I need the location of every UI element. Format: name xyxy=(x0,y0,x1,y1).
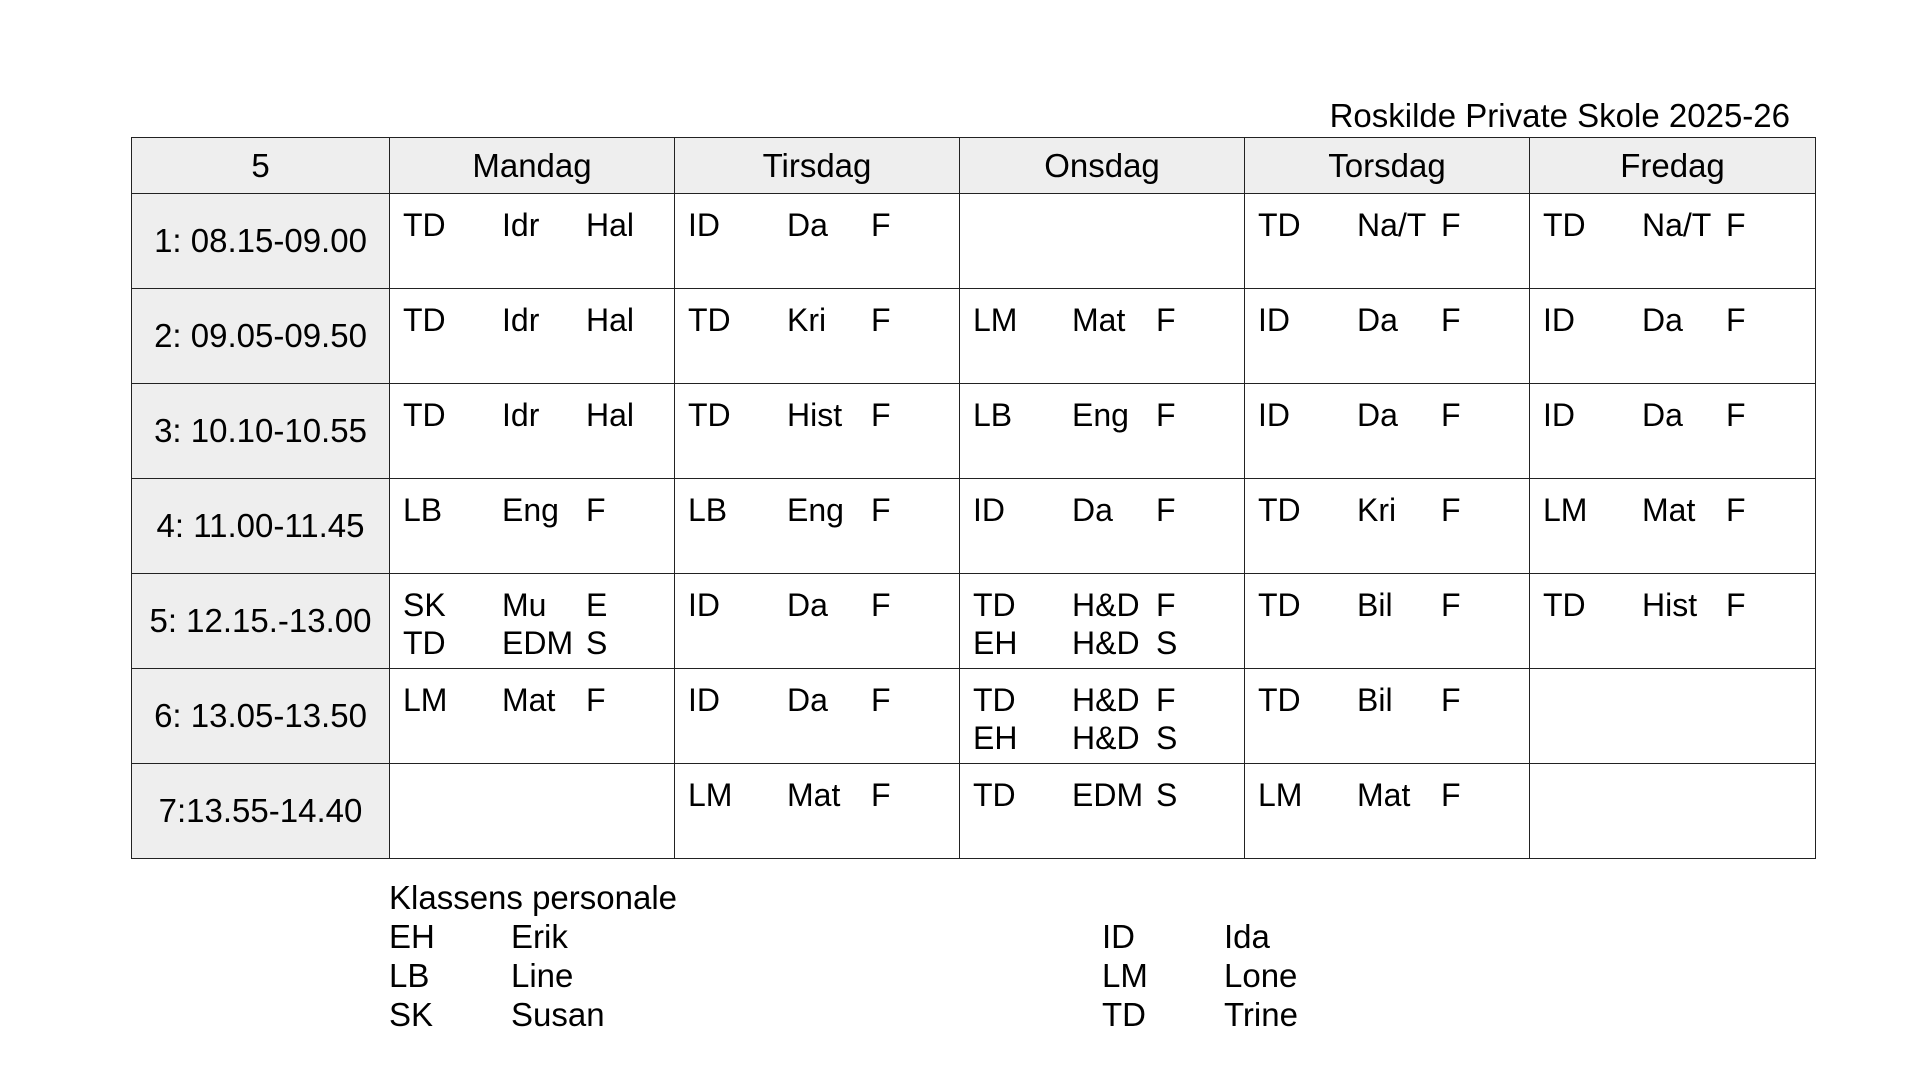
schedule-cell xyxy=(390,194,675,289)
schedule-cell xyxy=(1530,574,1816,669)
day-header-mandag: Mandag xyxy=(390,138,675,194)
schedule-cell xyxy=(390,384,675,479)
lesson-room: F xyxy=(1441,302,1461,338)
lesson-entry xyxy=(1245,491,1529,529)
staff-code: EH xyxy=(389,918,435,955)
lesson-teacher: LB xyxy=(973,397,1013,433)
lesson-entry xyxy=(390,681,674,719)
schedule-cell xyxy=(390,289,675,384)
lesson-teacher: TD xyxy=(403,397,446,433)
lesson-entry xyxy=(1530,491,1815,529)
lesson-subject: Da xyxy=(1642,397,1683,433)
staff-row xyxy=(389,917,677,956)
lesson-room: S xyxy=(1156,720,1178,756)
day-header-tirsdag: Tirsdag xyxy=(675,138,960,194)
lesson-entry xyxy=(390,206,674,244)
lesson-subject: Na/T xyxy=(1357,207,1427,243)
lesson-subject: Idr xyxy=(502,397,540,433)
schedule-cell xyxy=(1530,669,1816,764)
lesson-subject: Eng xyxy=(1072,397,1129,433)
lesson-teacher: TD xyxy=(973,777,1016,813)
lesson-teacher: ID xyxy=(1258,302,1290,338)
day-header-onsdag: Onsdag xyxy=(960,138,1245,194)
lesson-teacher: TD xyxy=(1543,587,1586,623)
lesson-teacher: ID xyxy=(688,682,720,718)
staff-code: SK xyxy=(389,996,434,1033)
staff-list-left xyxy=(389,878,677,1034)
lesson-entry xyxy=(1530,586,1815,624)
staff-name: Trine xyxy=(1224,996,1298,1033)
lesson-room: F xyxy=(871,397,891,433)
lesson-room: F xyxy=(871,302,891,338)
lesson-teacher: TD xyxy=(688,397,731,433)
school-title: Roskilde Private Skole 2025-26 xyxy=(1329,97,1790,134)
period-row xyxy=(132,289,1816,384)
lesson-room: F xyxy=(1441,492,1461,528)
lesson-subject: H&D xyxy=(1072,682,1140,718)
period-label: 4: 11.00-11.45 xyxy=(132,479,390,574)
lesson-room: F xyxy=(1726,587,1746,623)
lesson-teacher: ID xyxy=(973,492,1005,528)
schedule-cell xyxy=(1245,289,1530,384)
lesson-room: F xyxy=(1441,207,1461,243)
lesson-teacher: TD xyxy=(1258,587,1301,623)
lesson-subject: H&D xyxy=(1072,625,1140,661)
lesson-room: Hal xyxy=(586,207,635,243)
lesson-teacher: TD xyxy=(403,625,446,661)
staff-code: LB xyxy=(389,957,430,994)
lesson-teacher: LM xyxy=(973,302,1018,338)
lesson-entry xyxy=(1245,776,1529,814)
lesson-subject: Na/T xyxy=(1642,207,1712,243)
schedule-cell xyxy=(960,194,1245,289)
lesson-teacher: TD xyxy=(403,302,446,338)
lesson-room: F xyxy=(871,207,891,243)
lesson-entry xyxy=(390,301,674,339)
lesson-entry xyxy=(960,396,1244,434)
lesson-subject: Da xyxy=(787,207,828,243)
lesson-room: S xyxy=(1156,625,1178,661)
lesson-entry xyxy=(675,396,959,434)
lesson-entry xyxy=(390,396,674,434)
lesson-subject: Da xyxy=(1357,302,1398,338)
period-row xyxy=(132,669,1816,764)
lesson-teacher: EH xyxy=(973,625,1018,661)
lesson-room: F xyxy=(871,492,891,528)
period-row xyxy=(132,384,1816,479)
schedule-cell xyxy=(1245,669,1530,764)
period-row xyxy=(132,194,1816,289)
lesson-room: F xyxy=(1156,397,1176,433)
lesson-entry xyxy=(675,206,959,244)
schedule-cell xyxy=(1245,764,1530,859)
schedule-cell xyxy=(675,669,960,764)
lesson-entry xyxy=(1530,206,1815,244)
lesson-room: F xyxy=(871,682,891,718)
schedule-cell xyxy=(960,384,1245,479)
schedule-cell xyxy=(1245,384,1530,479)
lesson-teacher: LM xyxy=(688,777,733,813)
lesson-subject: Kri xyxy=(787,302,827,338)
lesson-teacher: ID xyxy=(1543,302,1575,338)
staff-row xyxy=(389,995,677,1034)
lesson-subject: Da xyxy=(787,682,828,718)
lesson-room: F xyxy=(871,587,891,623)
lesson-entry xyxy=(1245,301,1529,339)
lesson-subject: Eng xyxy=(502,492,559,528)
staff-code: ID xyxy=(1102,918,1135,955)
schedule-body xyxy=(132,194,1816,859)
lesson-room: F xyxy=(1156,492,1176,528)
lesson-subject: Idr xyxy=(502,302,540,338)
lesson-subject: Da xyxy=(787,587,828,623)
schedule-cell xyxy=(960,764,1245,859)
staff-list-right xyxy=(1102,917,1298,1034)
lesson-entry xyxy=(960,776,1244,814)
lesson-entry xyxy=(960,719,1244,757)
lesson-subject: Eng xyxy=(787,492,844,528)
lesson-room: F xyxy=(1441,587,1461,623)
lesson-subject: Mat xyxy=(1072,302,1126,338)
lesson-room: F xyxy=(1156,302,1176,338)
schedule-table xyxy=(131,137,1816,859)
schedule-cell xyxy=(675,574,960,669)
header-row xyxy=(132,138,1816,194)
schedule-cell xyxy=(1245,574,1530,669)
schedule-cell xyxy=(675,764,960,859)
lesson-teacher: TD xyxy=(1258,682,1301,718)
lesson-entry xyxy=(960,491,1244,529)
lesson-teacher: TD xyxy=(403,207,446,243)
lesson-teacher: SK xyxy=(403,587,446,623)
period-label: 2: 09.05-09.50 xyxy=(132,289,390,384)
staff-code: TD xyxy=(1102,996,1146,1033)
schedule-cell xyxy=(1245,479,1530,574)
lesson-teacher: ID xyxy=(1258,397,1290,433)
schedule-cell xyxy=(1530,194,1816,289)
lesson-entry xyxy=(390,586,674,624)
schedule-cell xyxy=(675,194,960,289)
lesson-subject: Mat xyxy=(787,777,841,813)
period-label: 5: 12.15.-13.00 xyxy=(132,574,390,669)
lesson-subject: Hist xyxy=(1642,587,1698,623)
lesson-subject: Mat xyxy=(1357,777,1411,813)
schedule-cell xyxy=(390,479,675,574)
lesson-teacher: ID xyxy=(1543,397,1575,433)
lesson-teacher: LM xyxy=(1258,777,1303,813)
schedule-cell xyxy=(1530,289,1816,384)
lesson-room: F xyxy=(586,492,606,528)
lesson-entry xyxy=(1245,396,1529,434)
lesson-subject: EDM xyxy=(502,625,574,661)
lesson-subject: Mat xyxy=(1642,492,1696,528)
lesson-entry xyxy=(1530,301,1815,339)
lesson-entry xyxy=(390,624,674,662)
lesson-entry xyxy=(960,681,1244,719)
staff-name: Erik xyxy=(511,918,568,955)
lesson-subject: H&D xyxy=(1072,587,1140,623)
lesson-room: S xyxy=(586,625,608,661)
lesson-room: S xyxy=(1156,777,1178,813)
schedule-cell xyxy=(675,384,960,479)
schedule-cell xyxy=(390,764,675,859)
lesson-room: F xyxy=(1441,397,1461,433)
lesson-subject: Da xyxy=(1642,302,1683,338)
lesson-teacher: TD xyxy=(973,587,1016,623)
schedule-cell xyxy=(960,574,1245,669)
lesson-room: F xyxy=(1156,682,1176,718)
lesson-subject: Hist xyxy=(787,397,843,433)
staff-name: Lone xyxy=(1224,957,1298,994)
schedule-cell xyxy=(960,289,1245,384)
schedule-cell xyxy=(960,669,1245,764)
lesson-entry xyxy=(960,586,1244,624)
lesson-teacher: LM xyxy=(1543,492,1588,528)
lesson-teacher: ID xyxy=(688,587,720,623)
schedule-cell xyxy=(390,669,675,764)
lesson-subject: Bil xyxy=(1357,587,1393,623)
schedule-cell xyxy=(960,479,1245,574)
lesson-room: Hal xyxy=(586,397,635,433)
staff-code: LM xyxy=(1102,957,1148,994)
period-row xyxy=(132,764,1816,859)
lesson-teacher: LB xyxy=(688,492,728,528)
period-label: 1: 08.15-09.00 xyxy=(132,194,390,289)
lesson-entry xyxy=(675,491,959,529)
staff-row xyxy=(1102,917,1298,956)
lesson-room: F xyxy=(1441,682,1461,718)
lesson-entry xyxy=(1245,586,1529,624)
schedule-cell xyxy=(1245,194,1530,289)
lesson-room: F xyxy=(1726,302,1746,338)
lesson-room: F xyxy=(586,682,606,718)
schedule-cell xyxy=(1530,764,1816,859)
lesson-teacher: TD xyxy=(973,682,1016,718)
period-row xyxy=(132,479,1816,574)
lesson-subject: Mu xyxy=(502,587,547,623)
lesson-entry xyxy=(675,776,959,814)
lesson-subject: Idr xyxy=(502,207,540,243)
lesson-subject: Mat xyxy=(502,682,556,718)
period-label: 3: 10.10-10.55 xyxy=(132,384,390,479)
lesson-subject: Bil xyxy=(1357,682,1393,718)
lesson-entry xyxy=(390,491,674,529)
lesson-room: F xyxy=(1441,777,1461,813)
lesson-subject: Da xyxy=(1357,397,1398,433)
lesson-room: F xyxy=(1726,492,1746,528)
schedule-cell xyxy=(675,479,960,574)
lesson-room: E xyxy=(586,587,608,623)
lesson-entry xyxy=(675,301,959,339)
lesson-subject: EDM xyxy=(1072,777,1144,813)
lesson-entry xyxy=(675,586,959,624)
schedule-cell xyxy=(390,574,675,669)
lesson-room: F xyxy=(871,777,891,813)
lesson-teacher: TD xyxy=(688,302,731,338)
staff-row xyxy=(1102,995,1298,1034)
staff-name: Ida xyxy=(1224,918,1270,955)
lesson-room: F xyxy=(1726,397,1746,433)
day-header-torsdag: Torsdag xyxy=(1245,138,1530,194)
lesson-entry xyxy=(675,681,959,719)
lesson-teacher: TD xyxy=(1543,207,1586,243)
lesson-teacher: TD xyxy=(1258,492,1301,528)
lesson-subject: H&D xyxy=(1072,720,1140,756)
staff-row xyxy=(1102,956,1298,995)
staff-name: Line xyxy=(511,957,574,994)
lesson-entry xyxy=(1245,206,1529,244)
period-row xyxy=(132,574,1816,669)
schedule-cell xyxy=(675,289,960,384)
staff-heading: Klassens personale xyxy=(389,879,678,916)
lesson-entry xyxy=(960,624,1244,662)
lesson-subject: Da xyxy=(1072,492,1113,528)
staff-name: Susan xyxy=(511,996,605,1033)
lesson-teacher: EH xyxy=(973,720,1018,756)
period-label: 7:13.55-14.40 xyxy=(132,764,390,859)
lesson-entry xyxy=(1530,396,1815,434)
lesson-teacher: TD xyxy=(1258,207,1301,243)
lesson-room: Hal xyxy=(586,302,635,338)
lesson-teacher: LM xyxy=(403,682,448,718)
schedule-cell xyxy=(1530,384,1816,479)
lesson-room: F xyxy=(1726,207,1746,243)
lesson-entry xyxy=(1245,681,1529,719)
lesson-subject: Kri xyxy=(1357,492,1397,528)
day-header-fredag: Fredag xyxy=(1530,138,1816,194)
lesson-entry xyxy=(960,301,1244,339)
lesson-teacher: LB xyxy=(403,492,443,528)
period-label: 6: 13.05-13.50 xyxy=(132,669,390,764)
lesson-room: F xyxy=(1156,587,1176,623)
schedule-cell xyxy=(1530,479,1816,574)
class-label: 5 xyxy=(132,138,390,194)
lesson-teacher: ID xyxy=(688,207,720,243)
staff-row xyxy=(389,956,677,995)
